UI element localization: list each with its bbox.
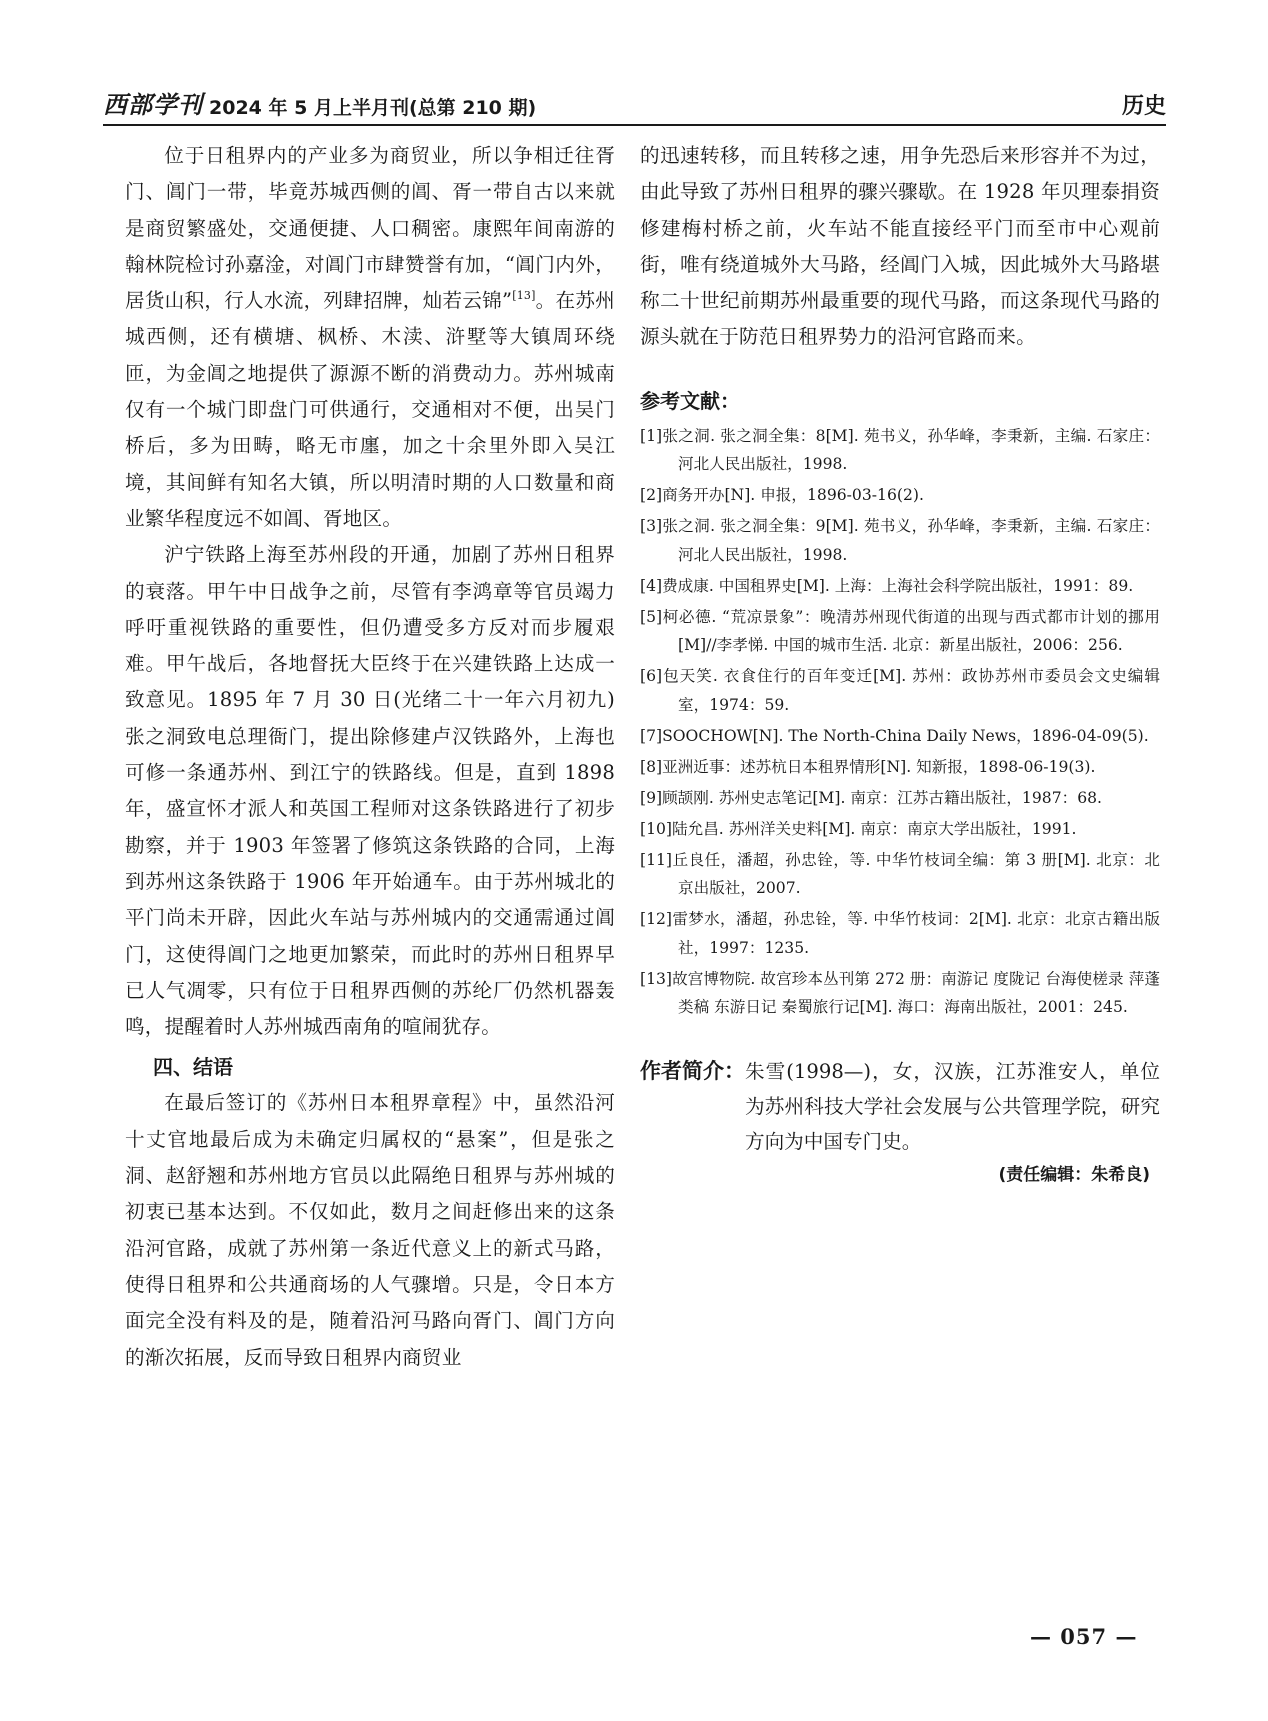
references-list bbox=[640, 422, 1160, 1022]
left-column bbox=[125, 138, 615, 1376]
author-bio bbox=[640, 1054, 1160, 1159]
section-label: 历史 bbox=[1121, 94, 1166, 119]
reference-item: [2]商务开办[N]. 申报，1896-03-16(2). bbox=[640, 486, 924, 505]
reference-item: [8]亚洲近事：述苏杭日本租界情形[N]. 知新报，1898-06-19(3). bbox=[640, 757, 1096, 776]
reference-item: [10]陆允昌. 苏州洋关史料[M]. 南京：南京大学出版社，1991. bbox=[640, 819, 1077, 838]
reference-item: [11]丘良任，潘超，孙忠铨，等. 中华竹枝词全编：第 3 册[M]. 北京：北京出版社，2007. bbox=[640, 850, 1160, 898]
paragraph: 沪宁铁路上海至苏州段的开通，加剧了苏州日租界的衰落。甲午中日战争之前，尽管有李鸿章等官员竭力呼吁重视铁路的重要性，但仍遭受多方反对而步履艰难。甲午战后，各地督抚大臣终于在兴建铁路上达成一致意见。1895 年 7 月 30 日(光绪二十一年六月初九)张之洞致电总理衙门，提出除修建卢汉铁路外，上海也可修一条通苏州、到江宁的铁路线。但是，直到 1898 年，盛宣怀才派人和英国工程师对这条铁路进行了初步勘察，并于 1903 年签署了修筑这条铁路的合同，上海到苏州这条铁路于 1906 年开始通车。由于苏州城北的平门尚未开辟，因此火车站与苏州城内的交通需通过阊门，这使得阊门之地更加繁荣，而此时的苏州日租界早已人气凋零，只有位于日租界西侧的苏纶厂仍然机器轰鸣，提醒着时人苏州城西南角的喧闹犹存。 bbox=[125, 543, 615, 1039]
reference-item: [13]故宫博物院. 故宫珍本丛刊第 272 册：南游记 度陇记 台海使槎录 萍蓬类稿 东游日记 秦蜀旅行记[M]. 海口：海南出版社，2001：245. bbox=[640, 969, 1160, 1017]
right-column bbox=[640, 138, 1160, 1191]
paragraph: 的迅速转移，而且转移之速，用争先恐后来形容并不为过，由此导致了苏州日租界的骤兴骤歇。在 1928 年贝理泰捐资修建梅村桥之前，火车站不能直接经平门而至市中心观前街，唯有绕道城外大马路，经阊门入城，因此城外大马路堪称二十世纪前期苏州最重要的现代马路，而这条现代马路的源头就在于防范日租界势力的沿河官路而来。 bbox=[640, 144, 1160, 349]
author-bio-text: 朱雪(1998—)，女，汉族，江苏淮安人，单位为苏州科技大学社会发展与公共管理学院，研究方向为中国专门史。 bbox=[745, 1059, 1160, 1153]
journal-logo: 西部学刊 bbox=[103, 90, 203, 119]
reference-item: [3]张之洞. 张之洞全集：9[M]. 苑书义，孙华峰，李秉新，主编. 石家庄：河北人民出版社，1998. bbox=[640, 517, 1160, 564]
paragraph-text: 位于日租界内的产业多为商贸业，所以争相迁往胥门、阊门一带，毕竟苏城西侧的阊、胥一带自古以来就是商贸繁盛处，交通便捷、人口稠密。康熙年间南游的翰林院检讨孙嘉淦，对阊门市肆赞誉有加，“阊门内外，居货山积，行人水流，列肆招牌，灿若云锦” bbox=[125, 144, 615, 313]
header-left bbox=[103, 85, 536, 120]
references-heading: 参考文献： bbox=[640, 388, 740, 413]
paragraph-text: 。在苏州城西侧，还有横塘、枫桥、木渎、浒墅等大镇周环绕匝，为金阊之地提供了源源不断的消费动力。苏州城南仅有一个城门即盘门可供通行，交通相对不便，出吴门桥后，多为田畴，略无市廛，加之十余里外即入吴江境，其间鲜有知名大镇，所以明清时期的人口数量和商业繁华程度远不如阊、胥地区。 bbox=[125, 289, 615, 530]
reference-item: [1]张之洞. 张之洞全集：8[M]. 苑书义，孙华峰，李秉新，主编. 石家庄：河北人民出版社，1998. bbox=[640, 426, 1160, 474]
author-bio-label: 作者简介： bbox=[640, 1058, 745, 1083]
issue-info: 2024 年 5 月上半月刊(总第 210 期) bbox=[209, 97, 537, 119]
page-header bbox=[103, 86, 1166, 126]
reference-item: [4]费成康. 中国租界史[M]. 上海：上海社会科学院出版社，1991：89. bbox=[640, 576, 1134, 595]
citation-marker: [13] bbox=[512, 289, 536, 303]
reference-item: [12]雷梦水，潘超，孙忠铨，等. 中华竹枝词：2[M]. 北京：北京古籍出版社，1997：1235. bbox=[640, 910, 1160, 957]
reference-item: [5]柯必德. “荒凉景象”：晚清苏州现代街道的出现与西式都市计划的挪用[M]//李孝悌. 中国的城市生活. 北京：新星出版社，2006：256. bbox=[640, 607, 1160, 655]
section-heading: 四、结语 bbox=[153, 1055, 233, 1080]
reference-item: [6]包天笑. 衣食住行的百年变迁[M]. 苏州：政协苏州市委员会文史编辑室，1974：59. bbox=[640, 667, 1160, 714]
page-number: — 057 — bbox=[1030, 1624, 1138, 1649]
paragraph bbox=[125, 138, 615, 537]
responsible-editor: (责任编辑：朱希良) bbox=[998, 1164, 1150, 1185]
reference-item: [7]SOOCHOW[N]. The North-China Daily News，1896-04-09(5). bbox=[640, 726, 1149, 745]
paragraph: 在最后签订的《苏州日本租界章程》中，虽然沿河十丈官地最后成为未确定归属权的“悬案”，但是张之洞、赵舒翘和苏州地方官员以此隔绝日租界与苏州城的初衷已基本达到。不仅如此，数月之间赶修出来的这条沿河官路，成就了苏州第一条近代意义上的新式马路，使得日租界和公共通商场的人气骤增。只是，令日本方面完全没有料及的是，随着沿河马路向胥门、阊门方向的渐次拓展，反而导致日租界内商贸业 bbox=[125, 1091, 615, 1369]
reference-item: [9]顾颉刚. 苏州史志笔记[M]. 南京：江苏古籍出版社，1987：68. bbox=[640, 788, 1103, 807]
